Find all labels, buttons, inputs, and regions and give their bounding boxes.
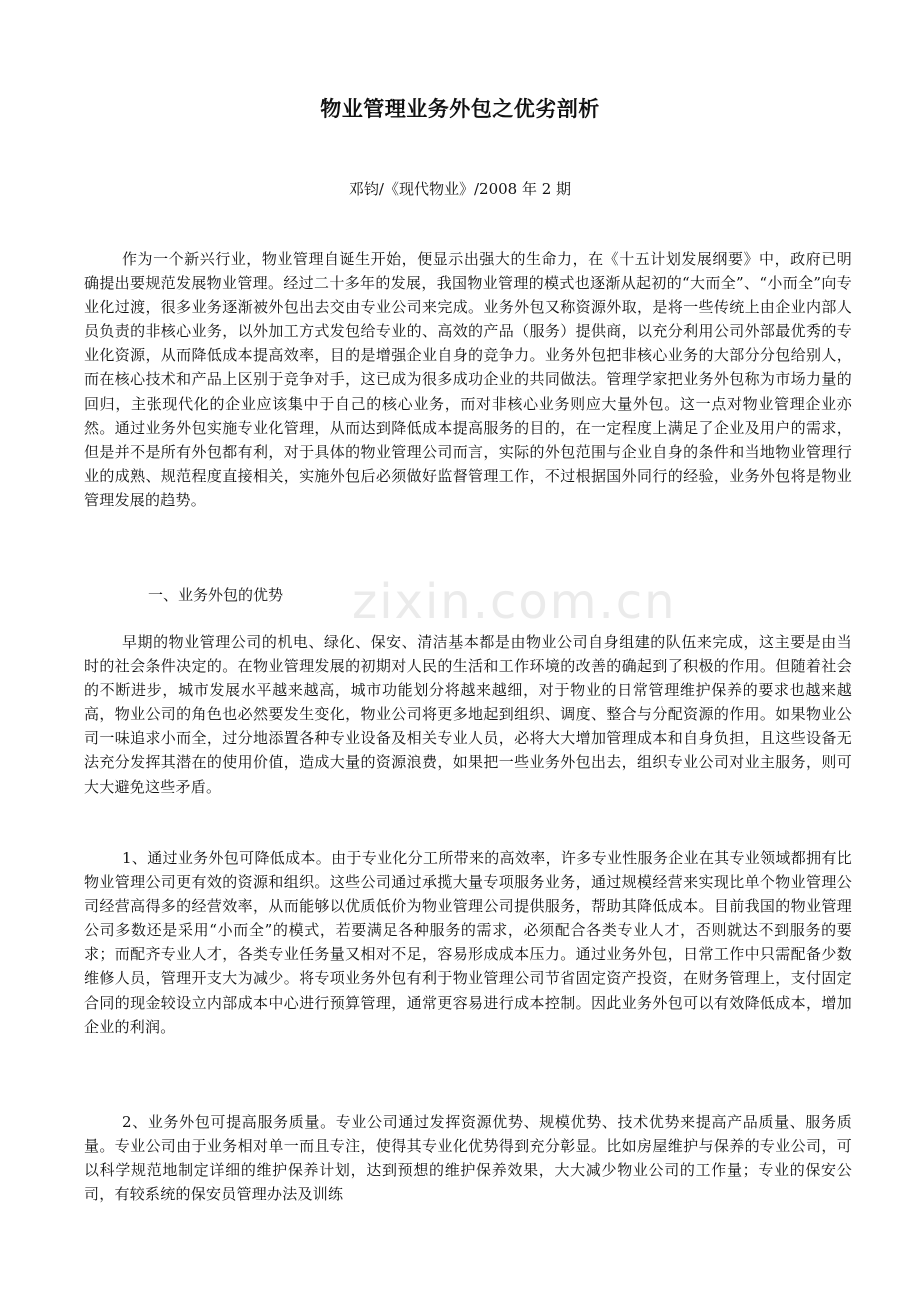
- document-byline: 邓钧/《现代物业》/2008 年 2 期: [348, 180, 572, 198]
- paragraph-point-1: 1、通过业务外包可降低成本。由于专业化分工所带来的高效率，许多专业性服务企业在其专业领域都拥有比物业管理公司更有效的资源和组织。这些公司通过承揽大量专项服务业务，通过规模经营来实现比单个物业管理公司经营高得多的经营效率，从而能够以优质低价为物业管理公司提供服务，帮助其降低成本。目前我国的物业管理公司多数还是采用“小而全”的模式，若要满足各种服务的需求，必须配合各类专业人才，否则就达不到服务的要求；而配齐专业人才，各类专业任务量又相对不足，容易形成成本压力。通过业务外包，日常工作中只需配备少数维修人员，管理开支大为减少。将专项业务外包有利于物业管理公司节省固定资产投资，在财务管理上，支付固定合同的现金较设立内部成本中心进行预算管理，通常更容易进行成本控制。因此业务外包可以有效降低成本，增加企业的利润。: [84, 849, 852, 1036]
- paragraph-background: 早期的物业管理公司的机电、绿化、保安、清洁基本都是由物业公司自身组建的队伍来完成，这主要是由当时的社会条件决定的。在物业管理发展的初期对人民的生活和工作环境的改善的确起到了积极的作用。但随着社会的不断进步，城市发展水平越来越高，城市功能划分将越来越细，对于物业的日常管理维护保养的要求也越来越高，物业公司的角色也必然要发生变化，物业公司将更多地起到组织、调度、整合与分配资源的作用。如果物业公司一味追求小而全，过分地添置各种专业设备及相关专业人员，必将大大增加管理成本和自身负担，且这些设备无法充分发挥其潜在的使用价值，造成大量的资源浪费，如果把一些业务外包出去，组织专业公司对业主服务，则可大大避免这些矛盾。: [84, 633, 852, 796]
- document-title: 物业管理业务外包之优劣剖析: [320, 97, 600, 121]
- paragraph-intro: 作为一个新兴行业，物业管理自诞生开始，便显示出强大的生命力，在《十五计划发展纲要》中，政府已明确提出要规范发展物业管理。经过二十多年的发展，我国物业管理的模式也逐渐从起初的“大而全”、“小而全”向专业化过渡，很多业务逐渐被外包出去交由专业公司来完成。业务外包又称资源外取，是将一些传统上由企业内部人员负责的非核心业务，以外加工方式发包给专业的、高效的产品（服务）提供商，以充分利用公司外部最优秀的专业化资源，从而降低成本提高效率，目的是增强企业自身的竞争力。业务外包把非核心业务的大部分分包给别人，而在核心技术和产品上区别于竞争对手，这已成为很多成功企业的共同做法。管理学家把业务外包称为市场力量的回归，主张现代化的企业应该集中于自己的核心业务，而对非核心业务则应大量外包。这一点对物业管理企业亦然。通过业务外包实施专业化管理，从而达到降低成本提高服务的目的，在一定程度上满足了企业及用户的需求，但是并不是所有外包都有利，对于具体的物业管理公司而言，实际的外包范围与企业自身的条件和当地物业管理行业的成熟、规范程度直接相关，实施外包后必须做好监督管理工作，不过根据国外同行的经验，业务外包将是物业管理发展的趋势。: [84, 250, 852, 509]
- section-heading: 一、业务外包的优势: [148, 586, 284, 604]
- paragraph-point-2: 2、业务外包可提高服务质量。专业公司通过发挥资源优势、规模优势、技术优势来提高产品质量、服务质量。专业公司由于业务相对单一而且专注，使得其专业化优势得到充分彰显。比如房屋维护与保养的专业公司，可以科学规范地制定详细的维护保养计划，达到预想的维护保养效果，大大减少物业公司的工作量；专业的保安公司，有较系统的保安员管理办法及训练: [84, 1113, 852, 1204]
- watermark: zixin.com.cn: [352, 574, 677, 630]
